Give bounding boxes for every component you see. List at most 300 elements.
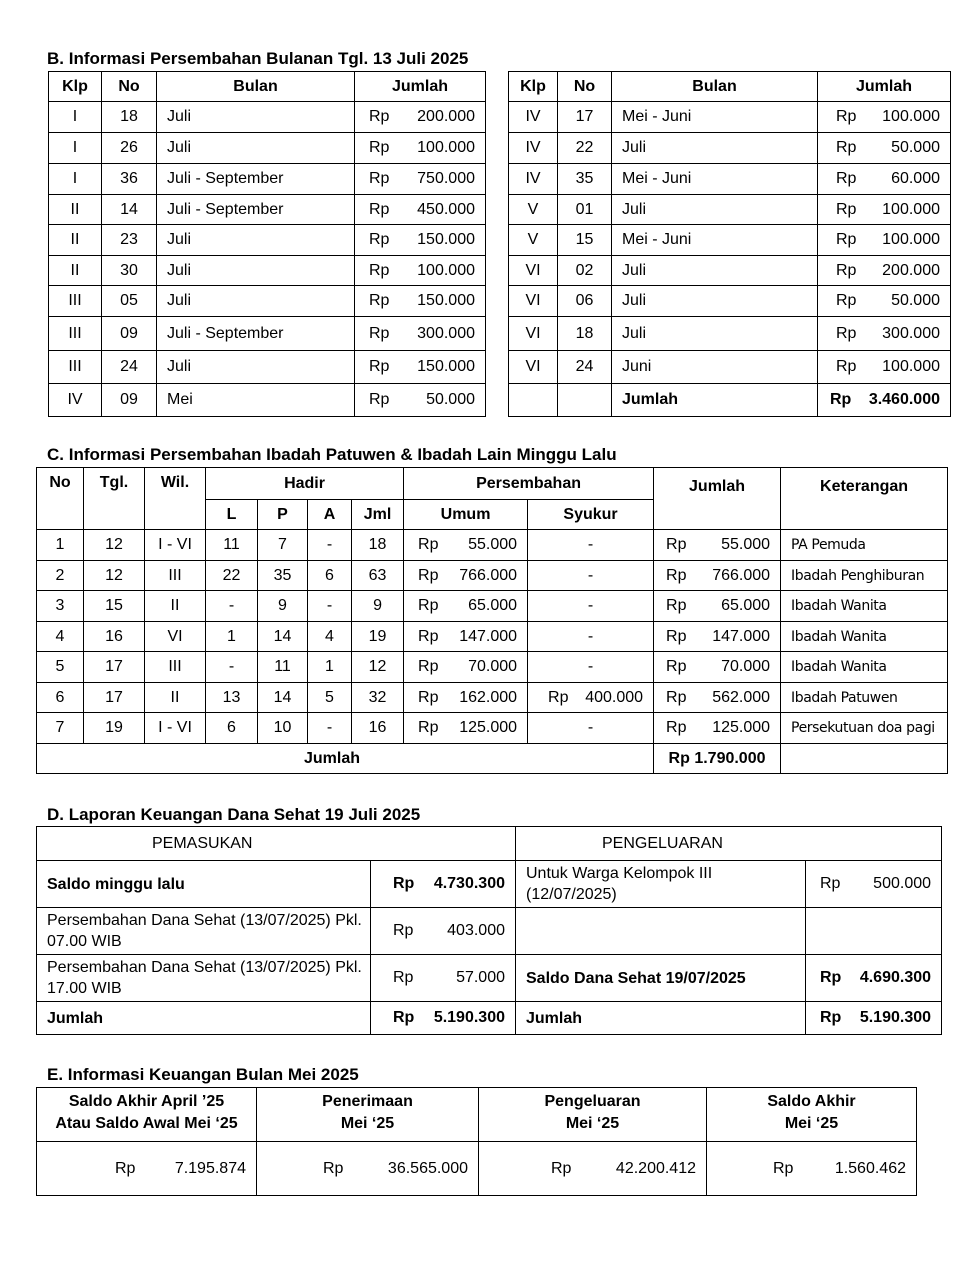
header-cell <box>257 1088 479 1142</box>
table-row <box>37 622 948 652</box>
amount-value <box>418 658 517 676</box>
currency-label: Rp <box>666 658 687 675</box>
p-cell: 9 <box>258 591 308 622</box>
table-row <box>37 955 942 1002</box>
amount-number: 100.000 <box>882 200 940 218</box>
table-row <box>37 713 948 744</box>
klp-cell: VI <box>509 351 558 384</box>
tgl-cell: 15 <box>84 591 145 622</box>
income-label: Persembahan Dana Sehat (13/07/2025) Pkl. 07.00 WIB <box>37 908 371 955</box>
table-row <box>509 256 951 286</box>
worship-offering-table <box>36 467 948 774</box>
currency-label: Rp <box>369 391 390 408</box>
wil-cell: VI <box>145 622 206 652</box>
amount-value <box>666 567 770 585</box>
syukur-cell: - <box>528 561 654 591</box>
amount-number: 766.000 <box>459 566 518 584</box>
currency-label: Rp <box>666 688 687 706</box>
amount-number: 5.190.300 <box>433 1009 505 1026</box>
amount-value <box>369 108 475 126</box>
header-line: Pengeluaran <box>544 1093 641 1110</box>
klp-cell: V <box>509 195 558 225</box>
no-cell: 26 <box>102 133 157 164</box>
l-cell: 1 <box>206 622 258 652</box>
syukur-cell: - <box>528 591 654 622</box>
no-cell: 09 <box>102 317 157 351</box>
amount-cell <box>404 622 528 652</box>
amount-value <box>666 628 770 646</box>
header-line: Saldo Akhir <box>767 1093 856 1110</box>
bulan-cell: Juli - September <box>157 164 355 195</box>
amount-number: 60.000 <box>891 170 940 187</box>
no-cell: 5 <box>37 652 84 683</box>
header-klp: Klp <box>49 72 102 102</box>
tgl-cell: 12 <box>84 530 145 561</box>
amount-cell <box>818 133 951 164</box>
jml-cell: 19 <box>352 622 404 652</box>
total-value: Rp 1.790.000 <box>654 744 781 774</box>
amount-value <box>548 689 643 707</box>
amount-number: 4.730.300 <box>433 875 505 892</box>
l-cell: - <box>206 652 258 683</box>
amount-number: 100.000 <box>417 261 475 279</box>
amount-number: 5.190.300 <box>859 1009 932 1026</box>
amount-cell <box>818 317 951 351</box>
amount-value <box>369 391 475 409</box>
tgl-cell: 12 <box>84 561 145 591</box>
amount-number: 55.000 <box>468 536 518 553</box>
amount-value <box>393 922 505 940</box>
header-line: Atau Saldo Awal Mei ‘25 <box>55 1115 238 1132</box>
amount-cell <box>818 195 951 225</box>
income-label: Jumlah <box>37 1002 371 1035</box>
currency-label: Rp <box>418 566 439 584</box>
currency-label: Rp <box>836 108 857 125</box>
amount-cell <box>654 561 781 591</box>
no-cell: 22 <box>558 133 612 164</box>
amount-value <box>369 358 475 376</box>
amount-value <box>836 358 940 376</box>
no-cell: 23 <box>102 225 157 256</box>
amount-value <box>773 1160 906 1178</box>
currency-label: Rp <box>369 261 390 279</box>
amount-number: 36.565.000 <box>387 1159 468 1177</box>
bulan-cell: Mei - Juni <box>612 164 818 195</box>
amount-cell <box>654 530 781 561</box>
currency-label: Rp <box>836 139 857 156</box>
p-cell: 11 <box>258 652 308 683</box>
currency-label: Rp <box>418 719 439 736</box>
monthly-offering-table-left <box>48 71 486 417</box>
p-cell: 14 <box>258 622 308 652</box>
klp-cell: I <box>49 133 102 164</box>
amount-cell <box>818 286 951 317</box>
currency-label: Rp <box>393 969 414 986</box>
currency-label: Rp <box>830 391 852 408</box>
header-jumlah: Jumlah <box>654 468 781 530</box>
bulan-cell: Juli - September <box>157 195 355 225</box>
amount-value <box>836 262 940 280</box>
table-header-row <box>37 468 948 500</box>
table-row <box>37 908 942 955</box>
amount-number: 162.000 <box>459 688 518 706</box>
amount-cell <box>707 1142 917 1196</box>
amount-cell <box>355 102 486 133</box>
no-cell: 02 <box>558 256 612 286</box>
table-header-row <box>49 72 486 102</box>
amount-value <box>666 536 770 554</box>
jml-cell: 16 <box>352 713 404 744</box>
amount-value <box>836 170 940 188</box>
no-cell: 06 <box>558 286 612 317</box>
expense-label: Untuk Warga Kelompok III (12/07/2025) <box>516 861 806 908</box>
table-row <box>49 256 486 286</box>
header-line: Mei ‘25 <box>784 1115 839 1132</box>
amount-number: 300.000 <box>882 324 940 342</box>
amount-cell <box>355 384 486 417</box>
total-row <box>509 384 951 417</box>
no-cell: 1 <box>37 530 84 561</box>
header-syukur: Syukur <box>528 500 654 530</box>
amount-cell <box>654 683 781 713</box>
amount-value <box>393 969 505 987</box>
currency-label: Rp <box>551 1159 572 1177</box>
amount-number: 55.000 <box>721 536 771 553</box>
table-row <box>49 351 486 384</box>
amount-number: 125.000 <box>712 719 771 736</box>
amount-number: 1.560.462 <box>834 1159 906 1177</box>
no-cell: 30 <box>102 256 157 286</box>
klp-cell: II <box>49 256 102 286</box>
header-no: No <box>558 72 612 102</box>
amount-value <box>369 325 475 343</box>
table-row <box>509 164 951 195</box>
currency-label: Rp <box>418 688 439 706</box>
amount-number: 766.000 <box>712 566 771 584</box>
amount-value <box>323 1160 468 1178</box>
jml-cell: 12 <box>352 652 404 683</box>
wil-cell: II <box>145 683 206 713</box>
table-row <box>509 195 951 225</box>
l-cell: 13 <box>206 683 258 713</box>
currency-label: Rp <box>369 324 390 342</box>
no-cell: 24 <box>102 351 157 384</box>
l-cell: - <box>206 591 258 622</box>
amount-value <box>836 139 940 157</box>
klp-cell: IV <box>49 384 102 417</box>
amount-value <box>551 1160 696 1178</box>
amount-cell <box>479 1142 707 1196</box>
keterangan-cell: PA Pemuda <box>781 530 948 561</box>
amount-value <box>836 231 940 249</box>
amount-value <box>836 201 940 219</box>
amount-number: 70.000 <box>721 658 771 675</box>
amount-number: 150.000 <box>417 231 475 248</box>
amount-cell <box>355 164 486 195</box>
amount-value <box>836 292 940 310</box>
amount-cell <box>257 1142 479 1196</box>
p-cell: 14 <box>258 683 308 713</box>
amount-value <box>418 719 517 737</box>
klp-cell: IV <box>509 133 558 164</box>
a-cell: 1 <box>308 652 352 683</box>
l-cell: 6 <box>206 713 258 744</box>
amount-number: 400.000 <box>585 688 644 706</box>
amount-cell <box>404 683 528 713</box>
bulan-cell: Juli <box>612 133 818 164</box>
no-cell: 17 <box>558 102 612 133</box>
amount-number: 100.000 <box>882 358 940 375</box>
a-cell: - <box>308 530 352 561</box>
amount-value <box>666 597 770 615</box>
amount-value <box>115 1160 246 1178</box>
amount-cell <box>371 1002 516 1035</box>
keterangan-cell: Ibadah Patuwen <box>781 683 948 713</box>
header-umum: Umum <box>404 500 528 530</box>
amount-cell <box>355 256 486 286</box>
amount-value <box>836 108 940 126</box>
table-row <box>509 317 951 351</box>
bulan-cell: Juli <box>157 225 355 256</box>
header-a: A <box>308 500 352 530</box>
header-pengeluaran: PENGELUARAN <box>516 827 942 861</box>
wil-cell: III <box>145 652 206 683</box>
currency-label: Rp <box>369 358 390 375</box>
table-row <box>37 861 942 908</box>
table-row <box>49 317 486 351</box>
currency-label: Rp <box>666 566 687 584</box>
amount-value <box>666 658 770 676</box>
amount-cell <box>818 351 951 384</box>
wil-cell: I - VI <box>145 713 206 744</box>
amount-cell <box>404 591 528 622</box>
amount-number: 4.690.300 <box>859 969 932 986</box>
amount-cell <box>806 955 942 1002</box>
klp-cell: VI <box>509 286 558 317</box>
amount-cell <box>371 861 516 908</box>
amount-cell <box>355 286 486 317</box>
currency-label: Rp <box>369 139 390 156</box>
currency-label: Rp <box>836 261 857 279</box>
header-bulan: Bulan <box>612 72 818 102</box>
amount-number: 100.000 <box>417 139 475 156</box>
table-row <box>37 1142 917 1196</box>
amount-value <box>369 170 475 188</box>
amount-cell <box>355 351 486 384</box>
header-pemasukan: PEMASUKAN <box>37 827 516 861</box>
amount-number: 200.000 <box>882 261 940 279</box>
amount-number: 57.000 <box>456 969 505 986</box>
header-keterangan: Keterangan <box>781 468 948 530</box>
currency-label: Rp <box>369 200 390 218</box>
currency-label: Rp <box>773 1159 794 1177</box>
currency-label: Rp <box>418 536 439 553</box>
amount-number: 200.000 <box>417 108 475 125</box>
table-row <box>37 652 948 683</box>
header-l: L <box>206 500 258 530</box>
amount-number: 65.000 <box>468 597 518 614</box>
expense-label: Jumlah <box>516 1002 806 1035</box>
p-cell: 10 <box>258 713 308 744</box>
l-cell: 11 <box>206 530 258 561</box>
amount-cell <box>371 908 516 955</box>
jml-cell: 18 <box>352 530 404 561</box>
no-cell: 6 <box>37 683 84 713</box>
header-persembahan: Persembahan <box>404 468 654 500</box>
header-klp: Klp <box>509 72 558 102</box>
amount-value <box>836 325 940 343</box>
amount-number: 147.000 <box>712 627 771 645</box>
bulan-cell: Mei <box>157 384 355 417</box>
amount-value <box>820 969 931 987</box>
keterangan-cell: Ibadah Wanita <box>781 652 948 683</box>
table-row <box>509 351 951 384</box>
syukur-cell: - <box>528 622 654 652</box>
a-cell: - <box>308 591 352 622</box>
klp-cell: IV <box>509 164 558 195</box>
section-e-title: E. Informasi Keuangan Bulan Mei 2025 <box>47 1065 359 1084</box>
p-cell: 7 <box>258 530 308 561</box>
bulan-cell: Juli <box>612 286 818 317</box>
monthly-offering-table-right <box>508 71 951 417</box>
amount-number: 450.000 <box>417 200 475 218</box>
currency-label: Rp <box>369 170 390 187</box>
amount-number: 100.000 <box>882 231 940 248</box>
amount-cell <box>818 384 951 417</box>
currency-label: Rp <box>393 922 414 939</box>
a-cell: 6 <box>308 561 352 591</box>
bulan-cell: Juni <box>612 351 818 384</box>
no-cell: 05 <box>102 286 157 317</box>
amount-number: 7.195.874 <box>174 1159 246 1177</box>
tgl-cell: 17 <box>84 683 145 713</box>
header-no: No <box>37 468 84 530</box>
table-row <box>37 683 948 713</box>
amount-value <box>418 628 517 646</box>
header-wil: Wil. <box>145 468 206 530</box>
klp-cell: IV <box>509 102 558 133</box>
amount-value <box>418 536 517 554</box>
syukur-cell <box>528 683 654 713</box>
empty-cell <box>781 744 948 774</box>
currency-label: Rp <box>418 597 439 614</box>
table-header-row <box>37 1088 917 1142</box>
a-cell: 5 <box>308 683 352 713</box>
wil-cell: I - VI <box>145 530 206 561</box>
header-line: Saldo Akhir April ’25 <box>68 1093 225 1110</box>
bulan-cell: Juli <box>157 256 355 286</box>
header-jml: Jml <box>352 500 404 530</box>
amount-number: 3.460.000 <box>868 391 940 408</box>
amount-cell <box>404 652 528 683</box>
currency-label: Rp <box>548 688 569 706</box>
currency-label: Rp <box>836 231 857 248</box>
currency-label: Rp <box>820 969 842 986</box>
bulan-cell: Mei - Juni <box>612 102 818 133</box>
table-row <box>49 286 486 317</box>
amount-cell <box>355 225 486 256</box>
no-cell: 09 <box>102 384 157 417</box>
klp-cell: III <box>49 286 102 317</box>
section-b-title: B. Informasi Persembahan Bulanan Tgl. 13 Juli 2025 <box>47 49 469 68</box>
amount-value <box>393 875 505 893</box>
amount-cell <box>355 317 486 351</box>
amount-cell <box>806 861 942 908</box>
header-cell <box>37 1088 257 1142</box>
no-cell: 4 <box>37 622 84 652</box>
amount-value <box>418 597 517 615</box>
jml-cell: 32 <box>352 683 404 713</box>
currency-label: Rp <box>820 875 841 892</box>
amount-cell <box>818 164 951 195</box>
amount-number: 100.000 <box>882 108 940 125</box>
header-cell <box>479 1088 707 1142</box>
table-row <box>509 102 951 133</box>
total-row <box>37 744 948 774</box>
bulan-cell: Juli - September <box>157 317 355 351</box>
table-row <box>37 591 948 622</box>
amount-number: 750.000 <box>417 170 475 187</box>
currency-label: Rp <box>369 108 390 125</box>
amount-cell <box>806 1002 942 1035</box>
bulan-cell: Juli <box>612 256 818 286</box>
empty-cell <box>806 908 942 955</box>
amount-value <box>820 875 931 893</box>
bulan-cell: Juli <box>612 195 818 225</box>
header-line: Mei ‘25 <box>565 1115 620 1132</box>
table-row <box>37 561 948 591</box>
currency-label: Rp <box>369 292 390 309</box>
amount-cell <box>355 133 486 164</box>
header-line: Mei ‘25 <box>340 1115 395 1132</box>
amount-cell <box>654 652 781 683</box>
amount-number: 147.000 <box>459 627 518 645</box>
wil-cell: III <box>145 561 206 591</box>
table-header-row <box>37 827 942 861</box>
total-label: Jumlah <box>37 744 654 774</box>
table-row <box>49 164 486 195</box>
amount-number: 70.000 <box>468 658 518 675</box>
header-bulan: Bulan <box>157 72 355 102</box>
currency-label: Rp <box>836 324 857 342</box>
bulan-cell: Juli <box>157 133 355 164</box>
header-jumlah: Jumlah <box>355 72 486 102</box>
no-cell: 24 <box>558 351 612 384</box>
table-row <box>49 225 486 256</box>
amount-number: 562.000 <box>712 688 771 706</box>
amount-value <box>666 719 770 737</box>
empty-cell <box>509 384 558 417</box>
currency-label: Rp <box>666 719 687 736</box>
currency-label: Rp <box>836 358 857 375</box>
bulan-cell: Juli <box>157 351 355 384</box>
monthly-finance-table <box>36 1087 917 1196</box>
syukur-cell: - <box>528 713 654 744</box>
amount-cell <box>654 713 781 744</box>
header-p: P <box>258 500 308 530</box>
p-cell: 35 <box>258 561 308 591</box>
currency-label: Rp <box>115 1159 136 1177</box>
currency-label: Rp <box>666 536 687 553</box>
amount-number: 125.000 <box>459 719 518 736</box>
tgl-cell: 19 <box>84 713 145 744</box>
klp-cell: V <box>509 225 558 256</box>
currency-label: Rp <box>393 875 415 892</box>
currency-label: Rp <box>836 200 857 218</box>
table-row <box>49 195 486 225</box>
amount-cell <box>818 256 951 286</box>
amount-number: 403.000 <box>447 922 505 939</box>
